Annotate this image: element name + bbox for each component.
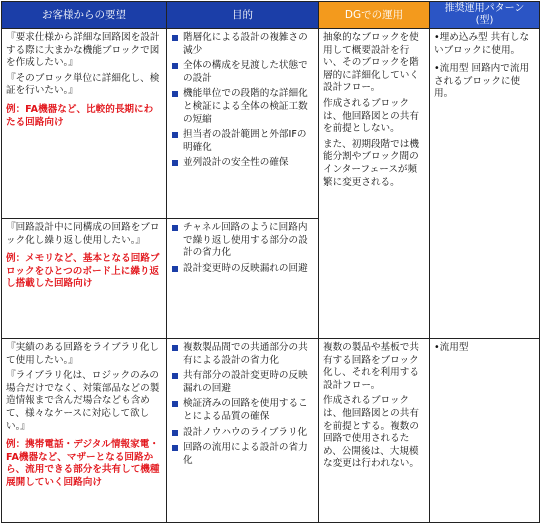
request-text: 『そのブロック単位に詳細化し、検証を行いたい。』 [6,72,160,97]
header-pattern-line1: 推奨運用パターン [444,3,525,14]
operation-text: 作成されるブロックは、他回路図との共有を前提としない。 [323,97,419,135]
operation-text: 抽象的なブロックを使用して概要設計を行い、そのブロックを階層的に詳細化していく設計フロー。 [323,32,419,94]
table-row [2,339,540,523]
purpose-item: 担当者の設計範囲と外部IFの明確化 [171,129,314,154]
purpose-cell [167,219,319,339]
operation-text: 作成されるブロックは、他回路図との共有を前提とする。複数の回路で使用されるため、公開後は、大規模な変更は行われない。 [323,395,419,470]
operation-text: また、初期段階では機能分割やブロック間のインターフェースが頻繁に変更される。 [323,138,419,188]
requests-cell [2,219,167,339]
request-text: 『要求仕様から詳細な回路図を設計する際に大まかな機能ブロックで図を作成したい。』 [6,32,160,69]
operation-text: 複数の製品や基板で共有する回路をブロック化し、それを利用する設計フロー。 [323,342,419,391]
purpose-list [171,342,314,467]
purpose-item: 検証済みの回路を使用することによる品質の確保 [171,398,314,423]
header-dg-operation: DGでの運用 [319,2,430,29]
request-text: 『ライブラリ化は、ロジックのみの場合だけでなく、対策部品などの製造情報まで含んだ場合なども含めて、様々なケースに対応して欲しい。』 [6,370,160,432]
purpose-list [171,32,314,170]
pattern-text: •埋め込み型 共有しないブロックに使用。 [434,32,530,56]
purpose-item: 共有部分の設計変更時の反映漏れの回避 [171,370,314,395]
purpose-item: 回路の流用による設計の省力化 [171,442,314,467]
header-row [2,2,540,29]
operation-cell [319,339,430,523]
purpose-item: 階層化による設計の複雑さの減少 [171,32,314,57]
purpose-list [171,222,314,275]
request-text: 『実績のある回路をライブラリ化して使用したい。』 [6,342,159,366]
purpose-item: チャネル回路のように回路内で繰り返し使用する部分の設計の省力化 [171,222,314,260]
example-text: 例：メモリなど、基本となる回路ブロックをひとつのボード上に繰り返し搭載した回路向け [6,253,160,290]
header-requests: お客様からの要望 [2,2,167,29]
example-text: 例：携帯電話・デジタル情報家電・FA機器など、マザーとなる回路から、流用できる部分を共有して機種展開していく回路向け [6,439,160,488]
pattern-text: •流用型 [434,342,469,353]
pattern-text: •流用型 回路内で流用されるブロックに使用。 [434,63,530,100]
purpose-item: 複数製品間での共通部分の共有による設計の省力化 [171,342,314,367]
pattern-cell [430,29,540,339]
header-pattern-line2: (型) [475,15,494,26]
pattern-cell [430,339,540,523]
header-recommended-pattern [430,2,540,29]
purpose-item: 設計変更時の反映漏れの回避 [171,263,314,276]
example-text: 例：FA機器など、比較的長期にわたる回路向け [6,103,154,128]
purpose-cell [167,339,319,523]
request-text: 『回路設計中に同構成の回路をブロック化し繰り返し使用したい。』 [6,222,160,246]
requests-cell [2,339,167,523]
table-row [2,29,540,219]
operation-cell [319,29,430,339]
purpose-item: 設計ノウハウのライブラリ化 [171,427,314,440]
purpose-cell [167,29,319,219]
header-purpose: 目的 [167,2,319,29]
purpose-item: 全体の構成を見渡した状態での設計 [171,60,314,85]
requirements-table [1,1,540,523]
purpose-item: 機能単位での段階的な詳細化と検証による全体の検証工数の短縮 [171,88,314,126]
purpose-item: 並列設計の安全性の確保 [171,157,314,170]
requests-cell [2,29,167,219]
